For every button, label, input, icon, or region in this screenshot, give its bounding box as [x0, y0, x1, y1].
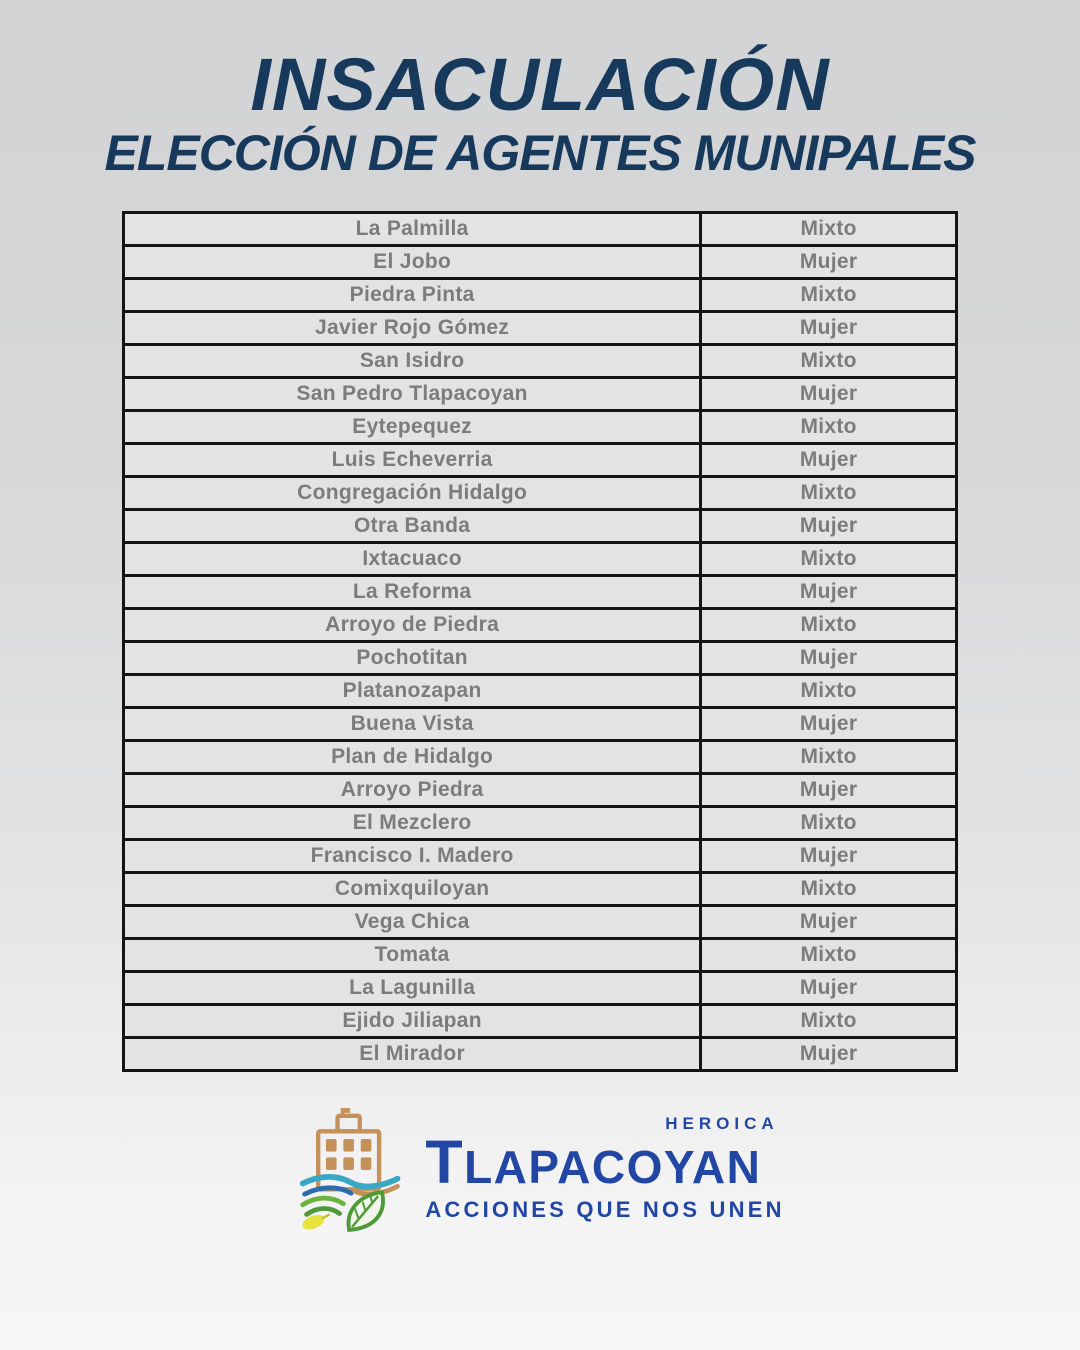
table-row — [124, 608, 957, 641]
selection-type-cell: Mujer — [701, 509, 957, 542]
locality-name-cell: El Mirador — [124, 1037, 701, 1070]
locality-name-cell: Comixquiloyan — [124, 872, 701, 905]
selection-type-cell: Mixto — [701, 740, 957, 773]
table-row — [124, 278, 957, 311]
results-table-body — [124, 212, 957, 1070]
locality-name-cell: Pochotitan — [124, 641, 701, 674]
poster-header — [0, 0, 1080, 181]
selection-type-cell: Mixto — [701, 542, 957, 575]
locality-name-cell: El Jobo — [124, 245, 701, 278]
selection-type-cell: Mujer — [701, 575, 957, 608]
table-row — [124, 872, 957, 905]
locality-name-cell: Congregación Hidalgo — [124, 476, 701, 509]
table-row — [124, 1004, 957, 1037]
page-title: INSACULACIÓN — [250, 43, 830, 126]
locality-name-cell: Luis Echeverria — [124, 443, 701, 476]
selection-type-cell: Mujer — [701, 707, 957, 740]
locality-name-cell: Ejido Jiliapan — [124, 1004, 701, 1037]
table-row — [124, 245, 957, 278]
selection-type-cell: Mujer — [701, 245, 957, 278]
locality-name-cell: La Palmilla — [124, 212, 701, 245]
footer-brand — [0, 1106, 1080, 1232]
page-subtitle: ELECCIÓN DE AGENTES MUNIPALES — [104, 124, 976, 181]
table-row — [124, 641, 957, 674]
insaculacion-results-table — [122, 211, 958, 1072]
selection-type-cell: Mixto — [701, 476, 957, 509]
selection-type-cell: Mujer — [701, 839, 957, 872]
table-row — [124, 575, 957, 608]
selection-type-cell: Mixto — [701, 410, 957, 443]
table-row — [124, 773, 957, 806]
table-row — [124, 311, 957, 344]
table-row — [124, 344, 957, 377]
selection-type-cell: Mujer — [701, 311, 957, 344]
table-row — [124, 410, 957, 443]
locality-name-cell: Eytepequez — [124, 410, 701, 443]
table-row — [124, 212, 957, 245]
table-row — [124, 542, 957, 575]
locality-name-cell: Francisco I. Madero — [124, 839, 701, 872]
selection-type-cell: Mujer — [701, 1037, 957, 1070]
tlapacoyan-logo-icon — [295, 1106, 411, 1232]
selection-type-cell: Mujer — [701, 971, 957, 1004]
locality-name-cell: San Pedro Tlapacoyan — [124, 377, 701, 410]
locality-name-cell: Arroyo Piedra — [124, 773, 701, 806]
selection-type-cell: Mujer — [701, 377, 957, 410]
table-row — [124, 509, 957, 542]
selection-type-cell: Mixto — [701, 872, 957, 905]
selection-type-cell: Mixto — [701, 278, 957, 311]
selection-type-cell: Mixto — [701, 212, 957, 245]
locality-name-cell: Platanozapan — [124, 674, 701, 707]
selection-type-cell: Mixto — [701, 608, 957, 641]
selection-type-cell: Mujer — [701, 905, 957, 938]
brand-tagline-label: ACCIONES QUE NOS UNEN — [425, 1197, 785, 1223]
table-row — [124, 443, 957, 476]
brand-name-label: TLAPACOYAN — [425, 1128, 762, 1197]
selection-type-cell: Mujer — [701, 443, 957, 476]
selection-type-cell: Mixto — [701, 344, 957, 377]
locality-name-cell: Javier Rojo Gómez — [124, 311, 701, 344]
locality-name-cell: La Reforma — [124, 575, 701, 608]
table-row — [124, 1037, 957, 1070]
selection-type-cell: Mixto — [701, 806, 957, 839]
brand-text-block — [425, 1114, 784, 1223]
table-row — [124, 905, 957, 938]
table-row — [124, 707, 957, 740]
table-row — [124, 806, 957, 839]
locality-name-cell: Vega Chica — [124, 905, 701, 938]
locality-name-cell: El Mezclero — [124, 806, 701, 839]
selection-type-cell: Mujer — [701, 773, 957, 806]
locality-name-cell: Ixtacuaco — [124, 542, 701, 575]
table-row — [124, 740, 957, 773]
locality-name-cell: Plan de Hidalgo — [124, 740, 701, 773]
brand-heroica-label: HEROICA — [665, 1114, 779, 1134]
selection-type-cell: Mixto — [701, 1004, 957, 1037]
locality-name-cell: Piedra Pinta — [124, 278, 701, 311]
locality-name-cell: Buena Vista — [124, 707, 701, 740]
table-row — [124, 476, 957, 509]
locality-name-cell: San Isidro — [124, 344, 701, 377]
locality-name-cell: Arroyo de Piedra — [124, 608, 701, 641]
selection-type-cell: Mixto — [701, 938, 957, 971]
table-row — [124, 377, 957, 410]
table-row — [124, 938, 957, 971]
selection-type-cell: Mujer — [701, 641, 957, 674]
locality-name-cell: La Lagunilla — [124, 971, 701, 1004]
locality-name-cell: Otra Banda — [124, 509, 701, 542]
table-row — [124, 971, 957, 1004]
table-row — [124, 674, 957, 707]
selection-type-cell: Mixto — [701, 674, 957, 707]
table-row — [124, 839, 957, 872]
locality-name-cell: Tomata — [124, 938, 701, 971]
